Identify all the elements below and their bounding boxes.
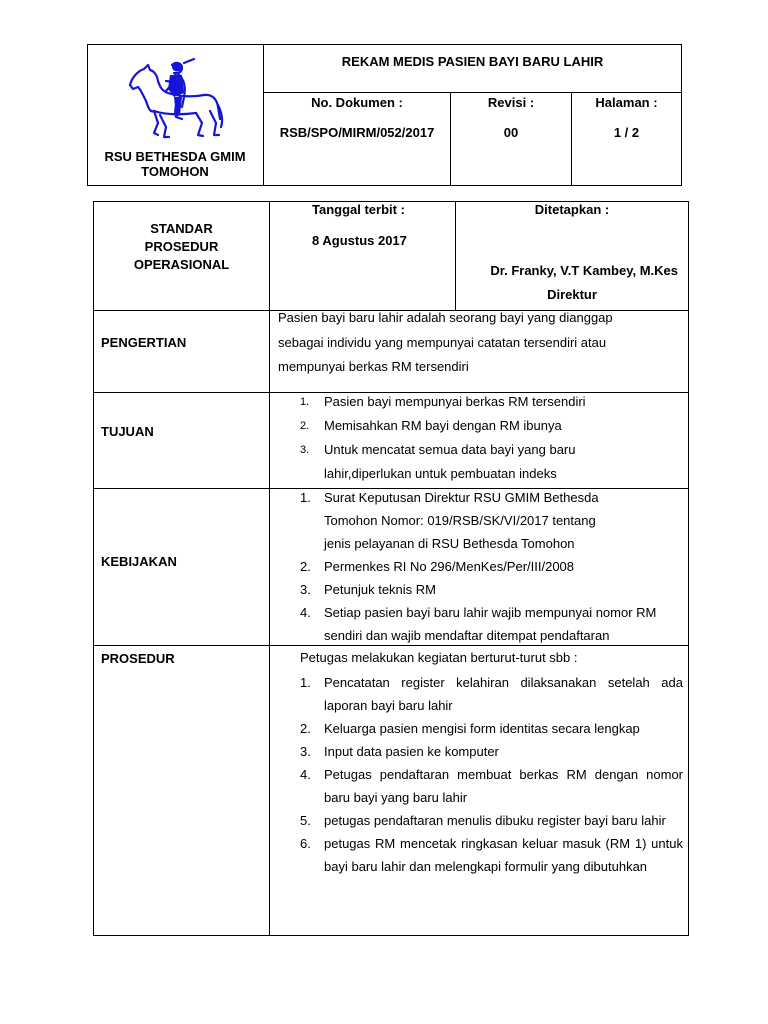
page-label: Halaman : [595,95,658,110]
list-number: 3. [300,744,311,759]
tujuan-label-cell [94,393,270,488]
list-number: 6. [300,836,311,851]
pengertian-text [278,306,683,380]
prosedur-row [94,646,688,935]
prosedur-intro: Petugas melakukan kegiatan berturut-turut sbb : [300,650,578,665]
list-item [278,601,657,647]
tujuan-list [278,390,681,486]
page-value: 1 / 2 [613,125,640,140]
list-number: 4. [300,605,311,620]
revision-value: 00 [503,125,519,140]
list-number: 2. [300,420,310,432]
document-number-value: RSB/SPO/MIRM/052/2017 [279,125,435,140]
list-number: 3. [300,582,311,597]
approval-cell [456,202,688,310]
pengertian-row [94,311,688,393]
document-title: REKAM MEDIS PASIEN BAYI BARU LAHIR [264,45,681,93]
list-item [278,763,683,809]
page-cell [572,93,681,185]
pengertian-label-cell [94,311,270,392]
issue-date-label: Tanggal terbit : [312,202,405,217]
list-item [278,390,681,414]
list-item [278,740,683,763]
sop-table [93,201,689,936]
kebijakan-content-cell [270,489,688,645]
prosedur-label-cell [94,646,270,935]
list-number: 2. [300,721,311,736]
list-text: Pencatatan register kelahiran dilaksanakan setelah ada laporan bayi baru lahir [324,675,683,713]
sop-label-cell [94,202,270,310]
list-text: petugas RM mencetak ringkasan keluar masuk (RM 1) untuk bayi baru lahir dan melengkapi formulir yang dibutuhkan [324,836,683,874]
issue-date-value: 8 Agustus 2017 [312,233,407,248]
sop-label-line: PROSEDUR [144,239,219,254]
document-number-cell [264,93,451,185]
sop-label [94,220,269,274]
sop-row [94,202,688,311]
list-number: 4. [300,767,311,782]
sop-label-line: STANDAR [150,221,213,236]
list-text: Input data pasien ke komputer [324,744,499,759]
kebijakan-label: KEBIJAKAN [101,554,177,569]
list-number: 3. [300,444,310,456]
list-item [278,555,648,578]
logo-cell [88,45,264,185]
prosedur-list [278,671,683,878]
pengertian-line: sebagai individu yang mempunyai catatan tersendiri atau [278,334,607,350]
list-item [278,414,681,438]
approval-label: Ditetapkan : [534,202,610,217]
organization-name: RSU BETHESDA GMIM TOMOHON [104,149,246,179]
list-item [278,438,681,486]
list-text: Pasien bayi mempunyai berkas RM tersendiri [324,394,586,409]
list-item [278,832,683,878]
list-text: Petunjuk teknis RM [324,582,436,597]
list-text: Memisahkan RM bayi dengan RM ibunya [324,418,562,433]
tujuan-row [94,393,688,489]
document-header [87,44,682,186]
sop-label-line: OPERASIONAL [133,257,230,272]
list-item [278,717,683,740]
approver-name: Dr. Franky, V.T Kambey, M.Kes [490,263,678,278]
list-number: 1. [300,675,311,690]
document-number-label: No. Dokumen : [311,95,403,110]
list-text: Permenkes RI No 296/MenKes/Per/III/2008 [324,559,575,574]
kebijakan-list [278,486,657,647]
tujuan-content-cell [270,393,688,488]
issue-date-cell [270,202,456,310]
list-number: 1. [300,396,310,408]
list-text: Surat Keputusan Direktur RSU GMIM Bethesda Tomohon Nomor: 019/RSB/SK/VI/2017 tentang jenis pelayanan di RSU Bethesda Tomohon [324,490,599,551]
list-text: Petugas pendaftaran membuat berkas RM dengan nomor baru bayi yang baru lahir [324,767,683,805]
list-text: Setiap pasien bayi baru lahir wajib mempunyai nomor RM sendiri dan wajib mendaftar ditempat pendaftaran [324,605,657,643]
list-text: Keluarga pasien mengisi form identitas secara lengkap [324,721,640,736]
list-number: 2. [300,559,311,574]
revision-label: Revisi : [487,95,535,110]
list-number: 1. [300,490,311,505]
prosedur-label: PROSEDUR [101,651,175,666]
kebijakan-label-cell [94,489,270,645]
list-item [278,671,683,717]
pengertian-label: PENGERTIAN [101,335,187,350]
horse-rider-logo-icon [124,57,226,141]
list-text: Untuk mencatat semua data bayi yang baru lahir,diperlukan untuk pembuatan indeks [324,442,576,481]
revision-cell [451,93,572,185]
pengertian-line: mempunyai berkas RM tersendiri [278,359,469,374]
list-text: petugas pendaftaran menulis dibuku register bayi baru lahir [324,813,666,828]
approver-title: Direktur [547,287,597,302]
prosedur-content-cell [270,646,688,935]
list-item [278,809,683,832]
list-item [278,578,648,601]
list-item [278,486,648,555]
kebijakan-row [94,489,688,646]
tujuan-label: TUJUAN [101,424,154,439]
list-number: 5. [300,813,311,828]
pengertian-content-cell [270,311,688,392]
pengertian-line: Pasien bayi baru lahir adalah seorang bayi yang dianggap [278,310,613,325]
